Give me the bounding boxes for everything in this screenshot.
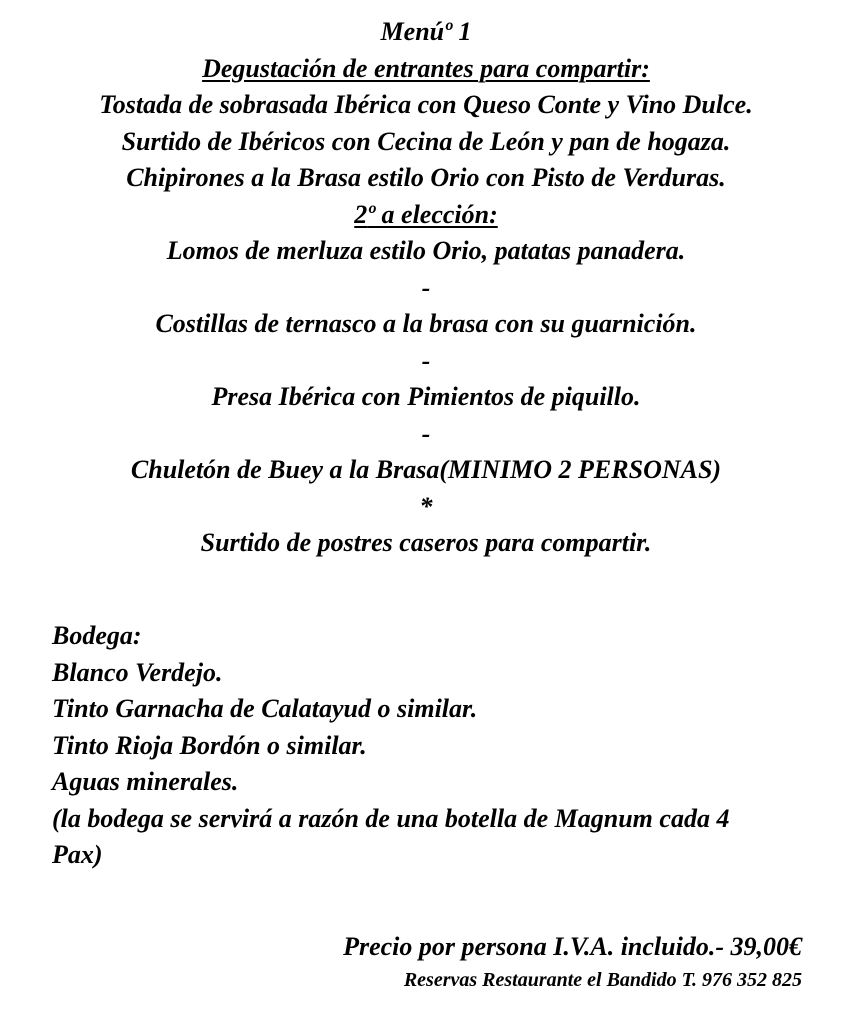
starters-heading: Degustación de entrantes para compartir: [202,53,650,83]
main-item: Chuletón de Buey a la Brasa(MINIMO 2 PERSONAS) [130,455,722,484]
price-line: Precio por persona I.V.A. incluido.- 39,00€ [343,932,802,961]
reservation-line: Reservas Restaurante el Bandido T. 976 352 825 [403,969,802,991]
wine-item: Tinto Garnacha de Calatayud o similar. [52,694,478,723]
menu-title [0,14,852,51]
menu-title-ordinal: º [444,17,452,46]
dessert-separator: * [419,491,433,521]
mains-heading-text: a elección: [375,199,498,229]
dessert-item: Surtido de postres caseros para compartir. [200,528,652,557]
menu-title-number: 1 [451,17,472,46]
starter-item: Chipirones a la Brasa estilo Orio con Pisto de Verduras. [126,163,726,192]
starter-item: Surtido de Ibéricos con Cecina de León y pan de hogaza. [121,126,731,156]
main-item: Presa Ibérica con Pimientos de piquillo. [211,382,641,411]
bodega-note: (la bodega se servirá a razón de una botella de Magnum cada 4 Pax) [52,803,730,869]
wine-item: Blanco Verdejo. [52,657,223,687]
main-item: Lomos de merluza estilo Orio, patatas panadera. [166,236,686,265]
bodega-heading: Bodega: [52,621,142,650]
wine-item: Tinto Rioja Bordón o similar. [52,730,367,760]
footer [343,929,802,995]
water-item: Aguas minerales. [52,767,239,796]
separator: - [421,345,431,375]
menu-title-text: Menú [380,17,445,46]
main-item: Costillas de ternasco a la brasa con su guarnición. [155,309,697,338]
bodega-section [52,618,772,874]
separator: - [421,272,431,302]
starter-item: Tostada de sobrasada Ibérica con Queso Conte y Vino Dulce. [99,90,753,119]
menu-section [0,14,852,562]
mains-heading [0,197,852,234]
mains-heading-ordinal: º [367,199,376,229]
separator: - [421,418,431,448]
mains-heading-number: 2 [354,199,368,229]
